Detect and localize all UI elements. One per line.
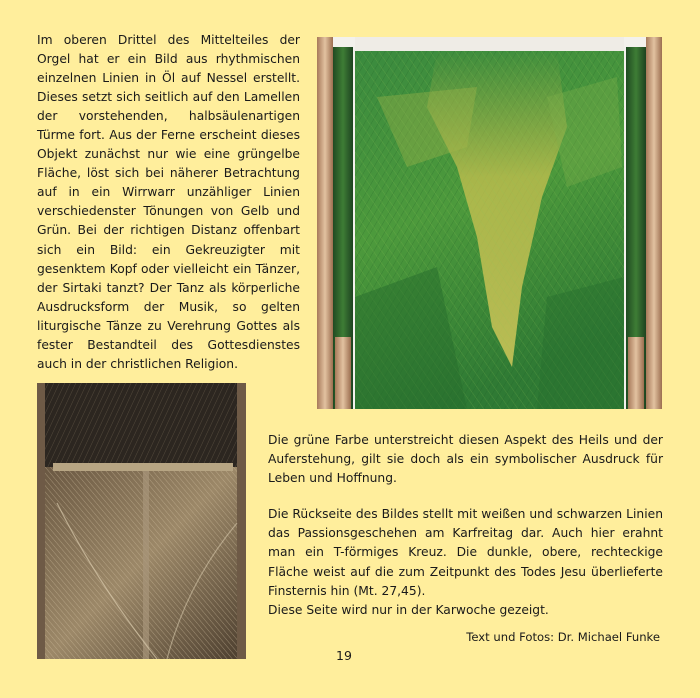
photo-reverse-side-painting [37,383,246,659]
text-paragraph-organ-painting: Im oberen Drittel des Mittelteiles der Orgel hat er ein Bild aus rhythmischen einzelnen Linien in Öl auf Nessel erstellt. Dieses setzt sich seitlich auf den Lamellen der vorstehenden, halbsäulenartigen Türme fort. Aus der Ferne erscheint dieses Objekt zunächst nur wie eine grüngelbe Fläche, löst sich bei näherer Betrachtung auf in ein Wirrwarr unzähliger Linien verschiedenster Tönungen von Gelb und Grün. Bei der richtigen Distanz offenbart sich ein Bild: ein Gekreuzigter mit gesenktem Kopf oder vielleicht ein Tänzer, der Sirtaki tanzt? Der Tanz als körperliche Ausdrucksform der Musik, so gelten liturgische Tänze zu Verehrung Gottes als fester Bestandteil des Gottesdienstes auch in der christlichen Religion. [37,33,300,371]
text-paragraph-reverse-side [268,505,663,620]
text-paragraph-green-color: Die grüne Farbe unterstreicht diesen Aspekt des Heils und der Auferstehung, gilt sie doch als ein symbolischer Ausdruck für Leben und Hoffnung. [268,433,663,486]
text-reverse-side-body: Die Rückseite des Bildes stellt mit weißen und schwarzen Linien das Passionsgeschehen am Karfreitag dar. Auch hier erahnt man ein T-förmiges Kreuz. Die dunkle, obere, rechteckige Fläche weist auf die zum Zeitpunkt des Todes Jesu überlieferte Finsternis hin (Mt. 27,45). [268,507,663,598]
photo-credit: Text und Fotos: Dr. Michael Funke [466,630,660,644]
green-painting-image [317,37,662,409]
photo-green-organ-painting [317,37,662,409]
text-holy-week-note: Diese Seite wird nur in der Karwoche gezeigt. [268,603,549,618]
reverse-painting-image [37,383,246,659]
page-number: 19 [336,648,352,663]
